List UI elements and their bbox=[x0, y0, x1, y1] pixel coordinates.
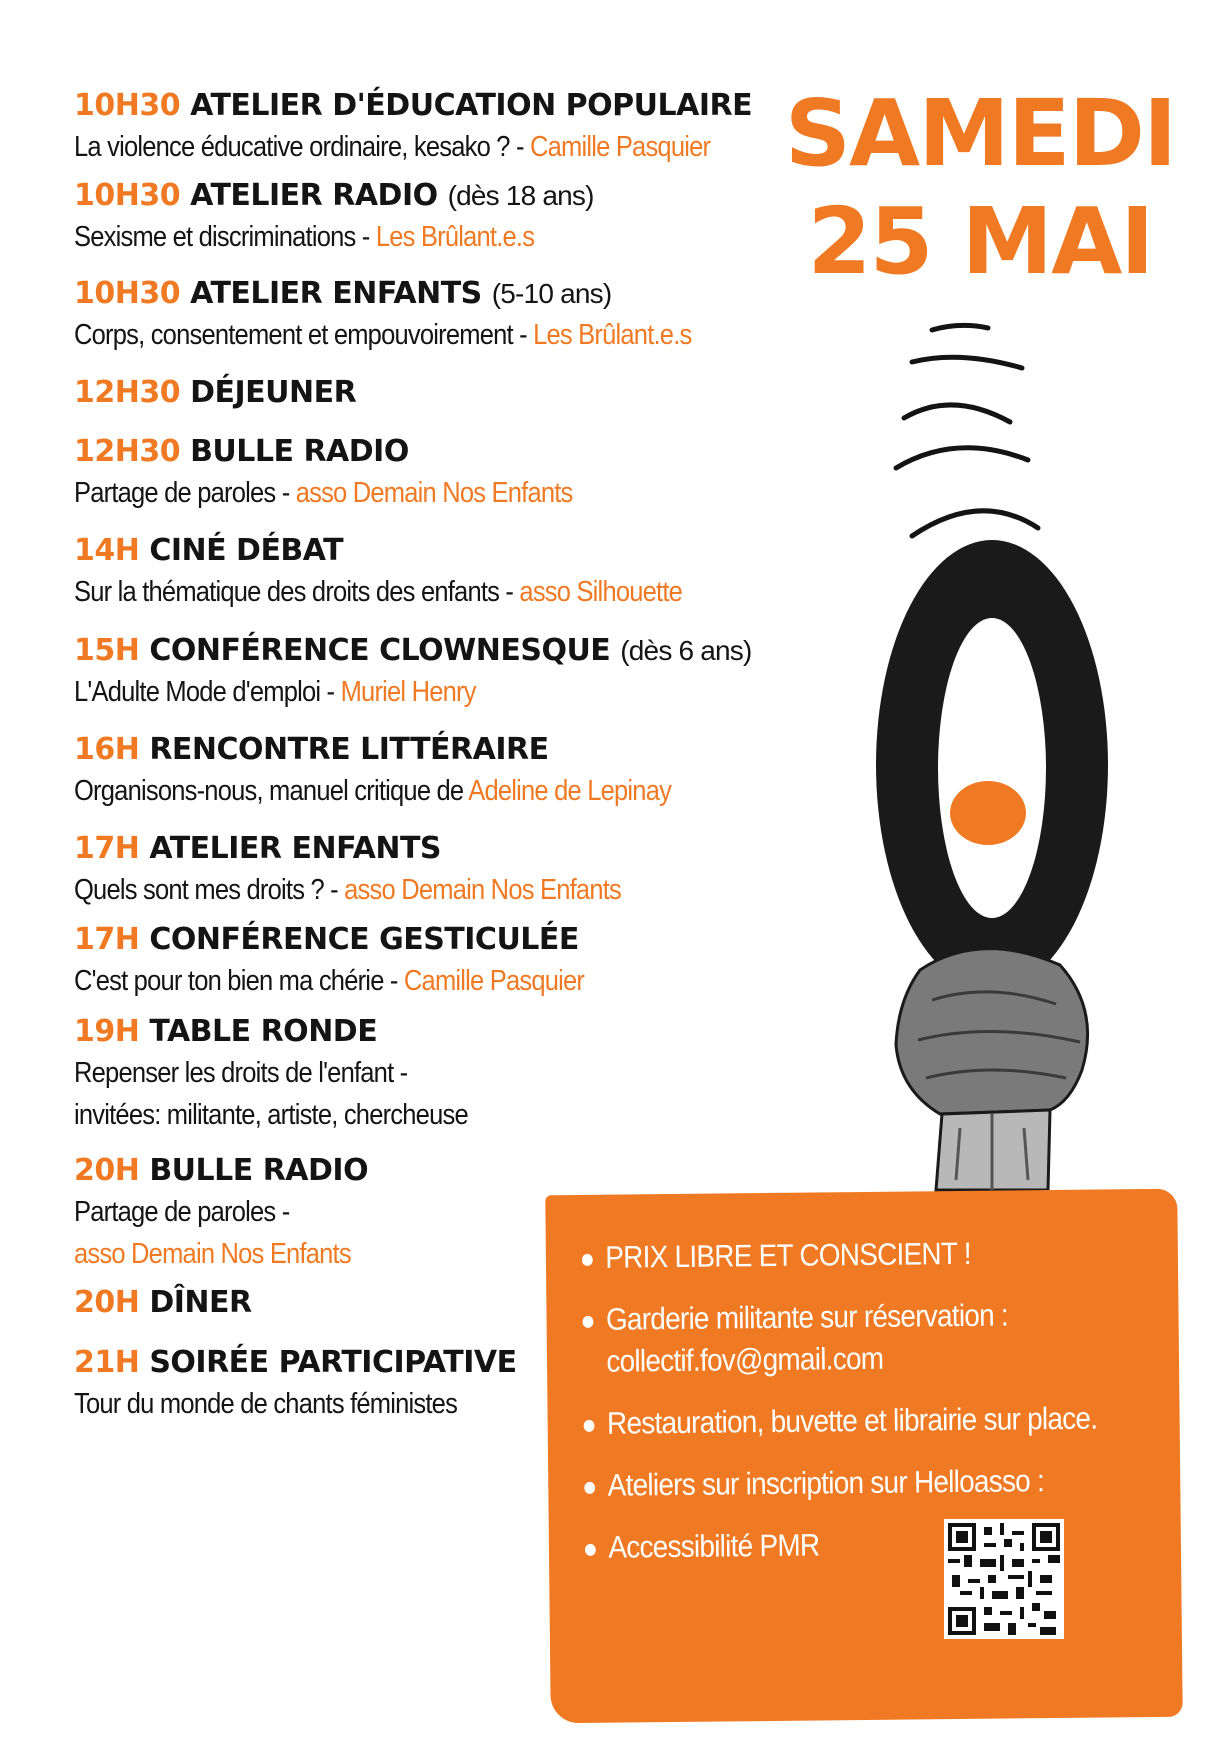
event-title: TABLE RONDE bbox=[149, 1014, 378, 1049]
event-1 bbox=[74, 86, 794, 168]
info-panel bbox=[545, 1189, 1182, 1724]
event-speaker: Muriel Henry bbox=[340, 676, 476, 708]
day-label: SAMEDI bbox=[784, 80, 1176, 187]
event-7 bbox=[74, 631, 794, 713]
qr-code-icon[interactable] bbox=[944, 1519, 1064, 1639]
event-time: 15H bbox=[74, 633, 140, 668]
info-item-food: Restauration, buvette et librairie sur place. bbox=[583, 1397, 1120, 1445]
event-title: ATELIER ENFANTS bbox=[190, 276, 482, 311]
info-item-registration: Ateliers sur inscription sur Helloasso : bbox=[584, 1459, 1121, 1507]
event-speaker: Les Brûlant.e.s bbox=[375, 221, 535, 253]
event-title: DÉJEUNER bbox=[190, 375, 357, 410]
event-desc: Organisons-nous, manuel critique de bbox=[74, 775, 469, 807]
event-speaker: Camille Pasquier bbox=[529, 131, 711, 163]
event-desc: La violence éducative ordinaire, kesako ? - bbox=[74, 131, 530, 163]
event-speaker: asso Demain Nos Enfants bbox=[344, 874, 621, 906]
event-title: DÎNER bbox=[149, 1285, 252, 1320]
sound-waves-icon bbox=[896, 325, 1038, 536]
event-6 bbox=[74, 531, 794, 613]
mouth-o-shape bbox=[876, 540, 1108, 990]
event-time: 16H bbox=[74, 732, 140, 767]
event-2 bbox=[74, 176, 794, 258]
event-4 bbox=[74, 373, 794, 413]
event-speaker: Adeline de Lepinay bbox=[468, 775, 672, 807]
event-desc: Quels sont mes droits ? - bbox=[74, 874, 345, 906]
event-time: 12H30 bbox=[74, 375, 181, 410]
event-title: BULLE RADIO bbox=[190, 434, 409, 469]
event-desc: C'est pour ton bien ma chérie - bbox=[74, 965, 404, 997]
event-title: ATELIER RADIO bbox=[190, 178, 438, 213]
event-desc-2: invitées: militante, artiste, chercheuse bbox=[74, 1099, 468, 1131]
event-speaker: Les Brûlant.e.s bbox=[533, 319, 692, 351]
body-sketch bbox=[896, 949, 1088, 1190]
illustration bbox=[860, 310, 1120, 1230]
event-time: 10H30 bbox=[74, 276, 181, 311]
event-desc: Sur la thématique des droits des enfants - bbox=[74, 576, 520, 608]
event-desc: L'Adulte Mode d'emploi - bbox=[74, 676, 341, 708]
event-9 bbox=[74, 829, 794, 911]
event-time: 21H bbox=[74, 1345, 140, 1380]
info-item-childcare: Garderie militante sur réservation : collectif.fov@gmail.com bbox=[582, 1293, 1119, 1383]
event-speaker: asso Demain Nos Enfants bbox=[295, 477, 573, 509]
event-time: 10H30 bbox=[74, 178, 181, 213]
event-desc: Partage de paroles - bbox=[74, 477, 296, 509]
event-3 bbox=[74, 274, 794, 356]
event-title: SOIRÉE PARTICIPATIVE bbox=[149, 1345, 517, 1380]
event-11 bbox=[74, 1012, 794, 1136]
event-speaker: asso Silhouette bbox=[519, 576, 683, 608]
contact-email[interactable]: collectif.fov@gmail.com bbox=[606, 1340, 884, 1379]
event-time: 19H bbox=[74, 1014, 140, 1049]
event-time: 20H bbox=[74, 1285, 140, 1320]
event-8 bbox=[74, 730, 794, 812]
event-title: RENCONTRE LITTÉRAIRE bbox=[149, 732, 549, 767]
event-title: ATELIER ENFANTS bbox=[149, 831, 442, 866]
event-note: (dès 6 ans) bbox=[620, 635, 752, 666]
event-speaker: asso Demain Nos Enfants bbox=[74, 1238, 351, 1270]
event-time: 20H bbox=[74, 1153, 140, 1188]
event-desc: Tour du monde de chants féministes bbox=[74, 1388, 458, 1420]
event-title: CONFÉRENCE CLOWNESQUE bbox=[149, 633, 611, 668]
event-desc: Sexisme et discriminations - bbox=[74, 221, 376, 253]
event-title: CONFÉRENCE GESTICULÉE bbox=[149, 922, 579, 957]
event-title: ATELIER D'ÉDUCATION POPULAIRE bbox=[190, 88, 753, 123]
event-time: 14H bbox=[74, 533, 140, 568]
event-note: (dès 18 ans) bbox=[447, 180, 594, 211]
event-speaker: Camille Pasquier bbox=[403, 965, 585, 997]
event-time: 12H30 bbox=[74, 434, 181, 469]
info-item-accessibility: Accessibilité PMR bbox=[585, 1521, 1122, 1569]
event-desc: Partage de paroles - bbox=[74, 1196, 290, 1228]
event-10 bbox=[74, 920, 794, 1002]
date-label: 25 MAI bbox=[807, 188, 1153, 295]
event-note: (5-10 ans) bbox=[491, 278, 612, 309]
event-time: 17H bbox=[74, 831, 140, 866]
event-5 bbox=[74, 432, 794, 514]
event-title: BULLE RADIO bbox=[149, 1153, 369, 1188]
event-title: CINÉ DÉBAT bbox=[149, 533, 344, 568]
event-desc: Repenser les droits de l'enfant - bbox=[74, 1057, 408, 1089]
event-date-heading bbox=[770, 80, 1190, 296]
event-desc: Corps, consentement et empouvoirement - bbox=[74, 319, 534, 351]
event-time: 17H bbox=[74, 922, 140, 957]
event-time: 10H30 bbox=[74, 88, 181, 123]
info-item-price: PRIX LIBRE ET CONSCIENT ! bbox=[582, 1231, 1119, 1279]
